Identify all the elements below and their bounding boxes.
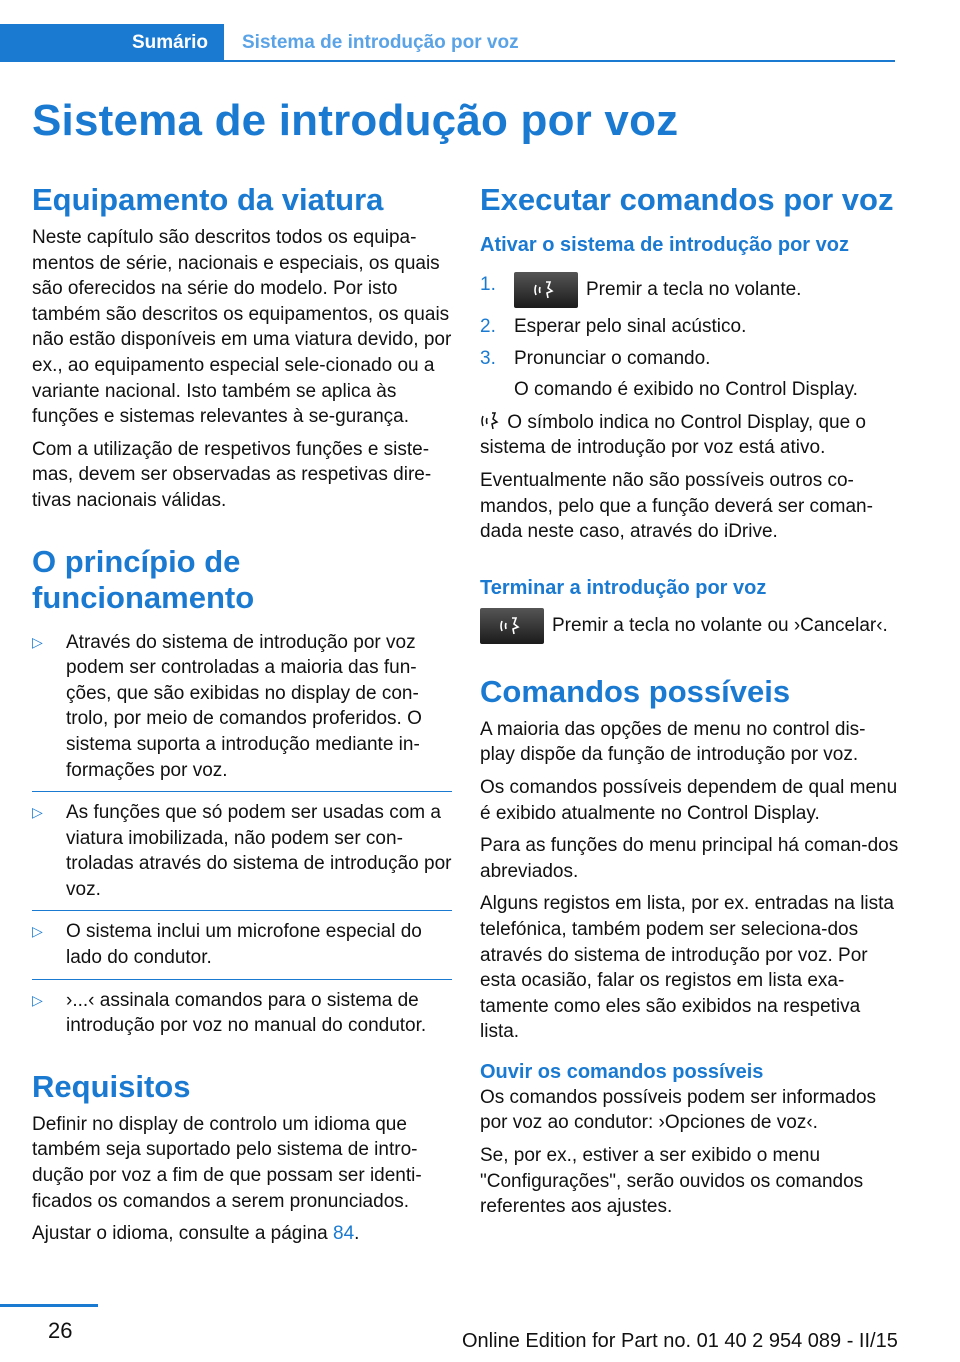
heading-requisitos: Requisitos xyxy=(32,1068,191,1104)
triangle-bullet-icon: ▷ xyxy=(32,991,43,1008)
list-item xyxy=(480,377,900,403)
activation-steps xyxy=(480,272,900,403)
paragraph-ouvir-1: Os comandos possíveis podem ser informados por voz ao condutor: ›Opciones de voz‹. xyxy=(480,1086,877,1134)
triangle-bullet-icon: ▷ xyxy=(32,804,43,821)
step-note: O comando é exibido no Control Display. xyxy=(514,379,858,401)
terminar-text: Premir a tecla no volante ou ›Cancelar‹. xyxy=(552,614,888,636)
page-number: 26 xyxy=(48,1318,73,1343)
heading-terminar: Terminar a introdução por voz xyxy=(480,576,767,599)
breadcrumb[interactable]: Sistema de introdução por voz xyxy=(242,32,519,53)
paragraph-eventual: Eventualmente não são possíveis outros co-mandos, pelo que a função deverá ser coman-dada neste caso, através do iDrive. xyxy=(480,469,873,543)
heading-equipamento: Equipamento da viatura xyxy=(32,182,384,217)
heading-executar: Executar comandos por voz xyxy=(480,182,894,217)
list-item-text: Através do sistema de introdução por voz podem ser controladas a maioria das fun-ções, que são exibidas no display de con-trolo, por meio de comandos proferidos. O sistema suporta a introdução mediante in-formações por voz. xyxy=(66,631,422,781)
voice-button-image xyxy=(514,272,578,308)
list-item xyxy=(480,346,900,372)
list-item xyxy=(32,919,452,979)
list-item-text: ›...‹ assinala comandos para o sistema de introdução por voz no manual do condutor. xyxy=(66,989,427,1037)
list-item xyxy=(480,272,900,308)
voice-command-icon xyxy=(498,615,526,637)
list-item-text: As funções que só podem ser usadas com a viatura imobilizada, não podem ser con-troladas através do sistema de introdução por voz. xyxy=(66,802,452,900)
triangle-bullet-icon: ▷ xyxy=(32,633,43,650)
paragraph-equipamento-1: Neste capítulo são descritos todos os equipa-mentos de série, nacionais e especiais, os quais são oferecidos na série do modelo. Por isto também são descritos os equipamentos, os quais não estão disponíveis em uma viatura devido, por ex., ao equipamento especial sele-cionado ou a variante nacional. Isto também se aplica às funções e sistemas relevantes à se-gurança. xyxy=(32,227,452,428)
voice-command-icon xyxy=(532,279,560,301)
paragraph-end: . xyxy=(354,1223,360,1245)
tab-sumario[interactable] xyxy=(0,24,224,62)
paragraph-ouvir-2: Se, por ex., estiver a ser exibido o menu "Configurações", serão ouvidos os comandos referentes aos ajustes. xyxy=(480,1145,864,1218)
page-title: Sistema de introdução por voz xyxy=(32,96,679,145)
paragraph-comandos-1: A maioria das opções de menu no control dis-play dispõe da função de introdução por voz. xyxy=(480,718,866,766)
top-navigation-bar xyxy=(0,24,960,62)
principle-list xyxy=(32,630,452,1039)
step-text: Esperar pelo sinal acústico. xyxy=(514,316,747,337)
heading-principio: O princípio de funcionamento xyxy=(32,543,255,615)
left-column xyxy=(32,182,452,1247)
footer-divider xyxy=(0,1304,98,1307)
list-item-text: O sistema inclui um microfone especial do lado do condutor. xyxy=(66,921,422,969)
paragraph-text: Ajustar o idioma, consulte a página xyxy=(32,1223,334,1245)
paragraph-equipamento-2: Com a utilização de respetivos funções e siste-mas, devem ser observadas as respetivas dire-tivas nacionais válidas. xyxy=(32,438,432,511)
step-number: 2. xyxy=(480,316,496,337)
step-text: Pronunciar o comando. xyxy=(514,347,711,369)
paragraph-comandos-4: Alguns registos em lista, por ex. entradas na lista telefónica, também podem ser seleciona-dos através do sistema de introdução por voz. Por esta ocasião, falar os registos em lista exa-tamente como eles são exibidos na respetiva lista. xyxy=(480,893,894,1043)
list-item xyxy=(32,800,452,911)
heading-comandos: Comandos possíveis xyxy=(480,673,791,709)
paragraph-symbol xyxy=(480,410,900,461)
list-item xyxy=(480,314,900,340)
page-reference-link[interactable]: 84 xyxy=(333,1223,355,1245)
symbol-note-text: O símbolo indica no Control Display, que o sistema de introdução por voz está ativo. xyxy=(480,411,866,459)
paragraph-comandos-3: Para as funções do menu principal há coman-dos abreviados. xyxy=(480,835,899,882)
heading-ouvir: Ouvir os comandos possíveis xyxy=(480,1060,764,1083)
heading-ativar: Ativar o sistema de introdução por voz xyxy=(480,234,849,256)
header-divider xyxy=(224,60,895,62)
step-text: Premir a tecla no volante. xyxy=(586,279,802,301)
step-number: 3. xyxy=(480,347,496,369)
list-item xyxy=(32,988,452,1039)
right-column xyxy=(480,182,900,1220)
triangle-bullet-icon: ▷ xyxy=(32,923,43,940)
voice-symbol-icon xyxy=(480,411,502,431)
paragraph-comandos-2: Os comandos possíveis dependem de qual menu é exibido atualmente no Control Display. xyxy=(480,776,898,824)
tab-sumario-label: Sumário xyxy=(131,32,208,53)
footer-edition: Online Edition for Part no. 01 40 2 954 089 - II/15 xyxy=(462,1330,898,1352)
paragraph-requisitos-1: Definir no display de controlo um idioma que também seja suportado pelo sistema de intro-dução por voz a fim de que possam ser identi-ficados os comandos a serem pronunciados. xyxy=(32,1113,422,1212)
list-item xyxy=(32,630,452,793)
step-number: 1. xyxy=(480,274,496,295)
paragraph-terminar xyxy=(480,608,900,644)
voice-button-image xyxy=(480,608,544,644)
paragraph-requisitos-2 xyxy=(32,1221,452,1247)
